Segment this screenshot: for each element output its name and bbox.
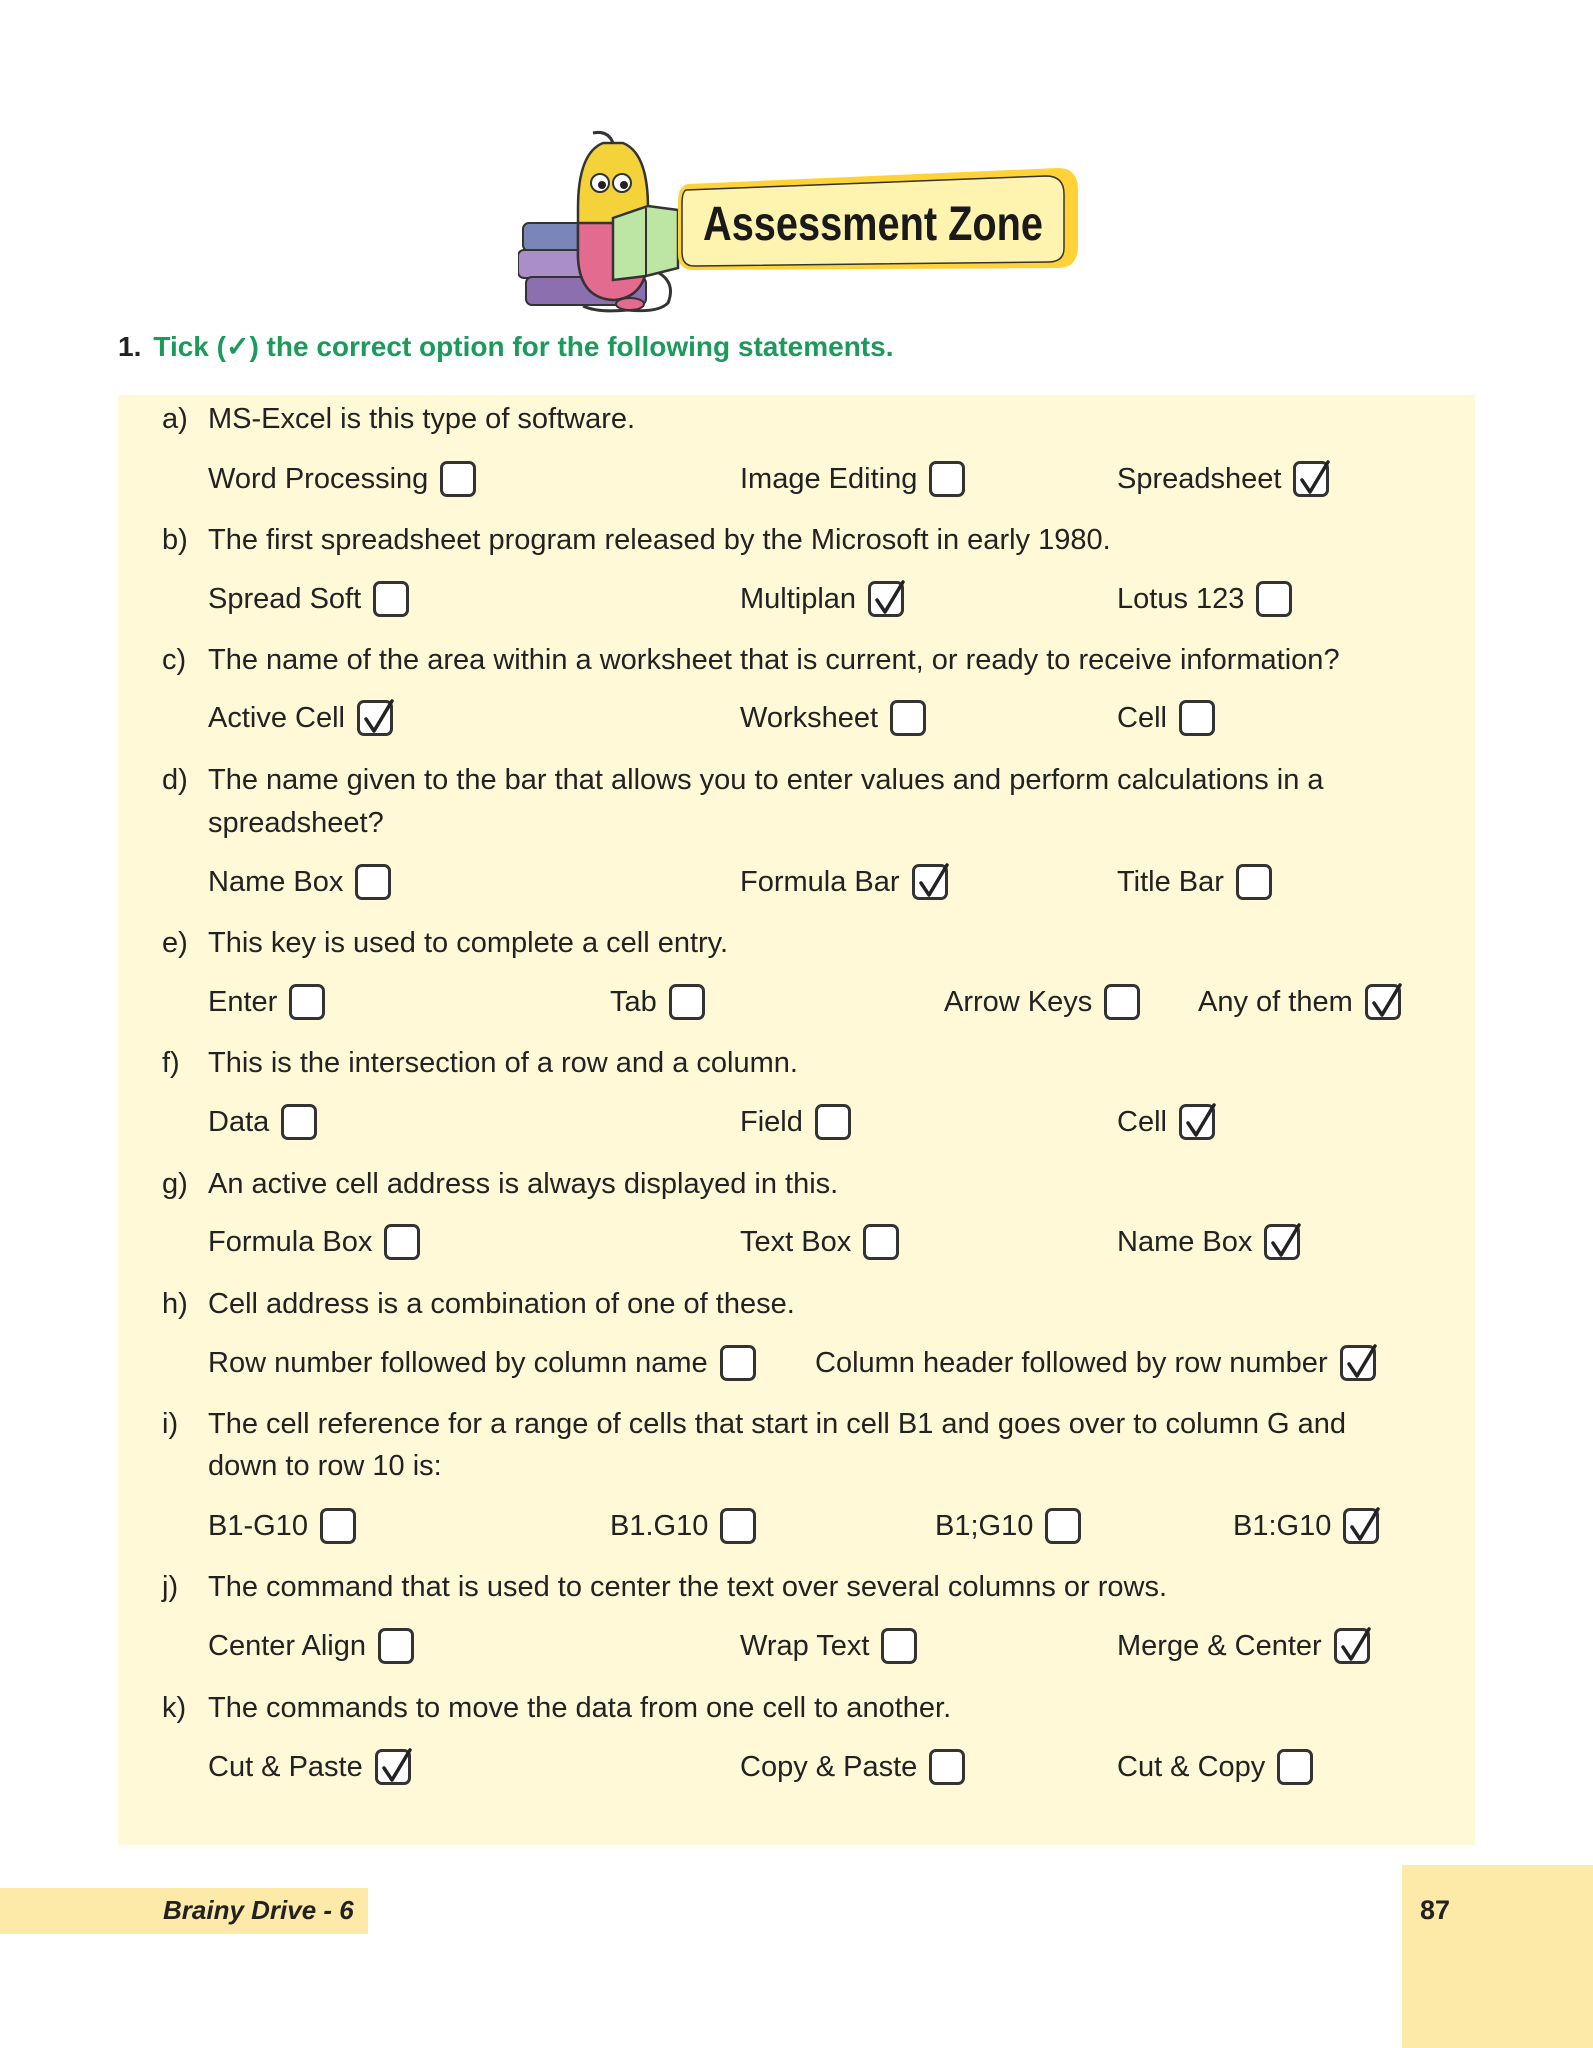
tick-mark-icon — [1265, 1221, 1305, 1265]
checkbox[interactable] — [1256, 581, 1292, 617]
tick-mark-icon — [1335, 1625, 1375, 1669]
option-label: Cell — [1117, 1106, 1167, 1138]
option-label: Text Box — [740, 1226, 852, 1258]
option[interactable] — [1117, 1749, 1313, 1785]
checkbox[interactable] — [929, 461, 965, 497]
option[interactable] — [208, 461, 476, 497]
question-text: Cell address is a combination of one of these. — [208, 1288, 795, 1320]
assessment-zone-banner — [518, 128, 1078, 318]
option-label: Formula Box — [208, 1226, 373, 1258]
option[interactable] — [208, 984, 325, 1020]
option[interactable] — [208, 1345, 756, 1381]
question-text: This is the intersection of a row and a column. — [208, 1047, 798, 1079]
option-label: Title Bar — [1117, 866, 1224, 898]
option-label: Arrow Keys — [944, 986, 1093, 1018]
mascot-reading-icon — [518, 128, 1078, 318]
question-number: 1. — [118, 331, 142, 362]
option-label: Spreadsheet — [1117, 463, 1282, 495]
option[interactable] — [208, 700, 393, 736]
footer-book-tab — [0, 1888, 368, 1934]
checkbox[interactable] — [355, 864, 391, 900]
option[interactable] — [208, 1104, 317, 1140]
question-text: The command that is used to center the text over several columns or rows. — [208, 1571, 1168, 1603]
option-label: Row number followed by column name — [208, 1347, 708, 1379]
option[interactable] — [1117, 1628, 1370, 1664]
checkbox[interactable] — [669, 984, 705, 1020]
book-title: Brainy Drive - 6 — [163, 1895, 354, 1925]
option[interactable] — [208, 864, 391, 900]
option-label: Active Cell — [208, 702, 345, 734]
checkbox[interactable] — [1104, 984, 1140, 1020]
option[interactable] — [610, 1508, 756, 1544]
question-label: h) — [162, 1288, 188, 1320]
checkbox-checked[interactable] — [1365, 984, 1401, 1020]
option-label: Data — [208, 1106, 270, 1138]
option[interactable] — [935, 1508, 1081, 1544]
page-number: 87 — [1420, 1895, 1451, 1925]
option-label: Wrap Text — [740, 1630, 870, 1662]
question-label: g) — [162, 1168, 188, 1200]
checkbox-checked[interactable] — [1179, 1104, 1215, 1140]
checkbox-checked[interactable] — [1264, 1224, 1300, 1260]
option-label: Cell — [1117, 702, 1167, 734]
checkbox-checked[interactable] — [868, 581, 904, 617]
question-text: MS-Excel is this type of software. — [208, 403, 636, 435]
option[interactable] — [740, 1104, 851, 1140]
question-label: a) — [162, 403, 188, 435]
checkbox[interactable] — [373, 581, 409, 617]
option-label: Column header followed by row number — [815, 1347, 1328, 1379]
option[interactable] — [208, 581, 409, 617]
option[interactable] — [1117, 581, 1292, 617]
tick-mark-icon — [1366, 981, 1406, 1025]
tick-mark-icon — [913, 861, 953, 905]
question-text-continued: spreadsheet? — [208, 807, 384, 839]
instruction-pre: Tick ( — [153, 331, 226, 362]
option-label: Any of them — [1198, 986, 1353, 1018]
option[interactable] — [208, 1224, 420, 1260]
option-label: Center Align — [208, 1630, 366, 1662]
option-label: Cut & Paste — [208, 1751, 363, 1783]
question-text: An active cell address is always displayed in this. — [208, 1168, 839, 1200]
tick-symbol: ✓ — [225, 331, 250, 362]
option[interactable] — [1198, 984, 1401, 1020]
option-label: Worksheet — [740, 702, 879, 734]
option[interactable] — [740, 1628, 917, 1664]
question-text: The cell reference for a range of cells that start in cell B1 and goes over to column G and — [208, 1408, 1347, 1440]
question-label: e) — [162, 927, 188, 959]
option-label: B1.G10 — [610, 1510, 709, 1542]
question-label: k) — [162, 1692, 187, 1724]
tick-mark-icon — [1294, 458, 1334, 502]
checkbox[interactable] — [1045, 1508, 1081, 1544]
option-label: Formula Bar — [740, 866, 900, 898]
option-label: Lotus 123 — [1117, 583, 1245, 615]
footer-page-tab — [1402, 1865, 1593, 2048]
option[interactable] — [740, 1224, 899, 1260]
question-heading — [118, 330, 893, 363]
checkbox[interactable] — [1236, 864, 1272, 900]
option-label: Enter — [208, 986, 278, 1018]
question-text: The commands to move the data from one cell to another. — [208, 1692, 952, 1724]
option-label: B1-G10 — [208, 1510, 308, 1542]
question-text: This key is used to complete a cell entry. — [208, 927, 729, 959]
option[interactable] — [1117, 1104, 1215, 1140]
option[interactable] — [610, 984, 705, 1020]
option[interactable] — [740, 864, 948, 900]
tick-mark-icon — [1344, 1505, 1384, 1549]
tick-mark-icon — [376, 1746, 416, 1790]
checkbox-checked[interactable] — [375, 1749, 411, 1785]
option-label: Tab — [610, 986, 657, 1018]
option-label: Spread Soft — [208, 583, 362, 615]
option[interactable] — [740, 1749, 965, 1785]
checkbox[interactable] — [281, 1104, 317, 1140]
tick-mark-icon — [358, 697, 398, 741]
option-label: Name Box — [208, 866, 344, 898]
option[interactable] — [1117, 700, 1215, 736]
option[interactable] — [208, 1628, 414, 1664]
question-label: i) — [162, 1408, 179, 1440]
option[interactable] — [1233, 1508, 1379, 1544]
checkbox-checked[interactable] — [1343, 1508, 1379, 1544]
instruction-post: ) the correct option for the following statements. — [249, 331, 894, 362]
option-label: Image Editing — [740, 463, 918, 495]
checkbox[interactable] — [289, 984, 325, 1020]
banner-title: Assessment Zone — [703, 198, 1043, 251]
checkbox-checked[interactable] — [1334, 1628, 1370, 1664]
option[interactable] — [1117, 1224, 1300, 1260]
checkbox[interactable] — [815, 1104, 851, 1140]
checkbox[interactable] — [320, 1508, 356, 1544]
tick-mark-icon — [869, 578, 909, 622]
question-text: The name given to the bar that allows you to enter values and perform calculations in a — [208, 764, 1324, 796]
question-text: The first spreadsheet program released by the Microsoft in early 1980. — [208, 524, 1111, 556]
option-label: Cut & Copy — [1117, 1751, 1266, 1783]
question-text: The name of the area within a worksheet that is current, or ready to receive information? — [208, 644, 1340, 676]
option-label: B1;G10 — [935, 1510, 1034, 1542]
option[interactable] — [740, 581, 904, 617]
checkbox-checked[interactable] — [357, 700, 393, 736]
option-label: Multiplan — [740, 583, 857, 615]
option[interactable] — [208, 1508, 356, 1544]
checkbox[interactable] — [929, 1749, 965, 1785]
checkbox[interactable] — [890, 700, 926, 736]
checkbox-checked[interactable] — [1340, 1345, 1376, 1381]
checkbox[interactable] — [378, 1628, 414, 1664]
option-label: Copy & Paste — [740, 1751, 918, 1783]
checkbox[interactable] — [440, 461, 476, 497]
option[interactable] — [208, 1749, 411, 1785]
tick-mark-icon — [1180, 1101, 1220, 1145]
option[interactable] — [740, 461, 965, 497]
checkbox[interactable] — [1179, 700, 1215, 736]
option[interactable] — [815, 1345, 1376, 1381]
option-label: Word Processing — [208, 463, 429, 495]
checkbox[interactable] — [384, 1224, 420, 1260]
tick-mark-icon — [1341, 1342, 1381, 1386]
question-label: b) — [162, 524, 188, 556]
question-label: f) — [162, 1047, 180, 1079]
option-label: Name Box — [1117, 1226, 1253, 1258]
option-label: B1:G10 — [1233, 1510, 1332, 1542]
checkbox[interactable] — [881, 1628, 917, 1664]
checkbox[interactable] — [720, 1508, 756, 1544]
checkbox[interactable] — [1277, 1749, 1313, 1785]
question-label: c) — [162, 644, 187, 676]
checkbox[interactable] — [863, 1224, 899, 1260]
question-label: j) — [162, 1571, 179, 1603]
option-label: Merge & Center — [1117, 1630, 1322, 1662]
question-text-continued: down to row 10 is: — [208, 1450, 442, 1482]
option[interactable] — [1117, 461, 1329, 497]
option[interactable] — [740, 700, 926, 736]
question-label: d) — [162, 764, 188, 796]
option-label: Field — [740, 1106, 803, 1138]
checkbox-checked[interactable] — [912, 864, 948, 900]
option[interactable] — [944, 984, 1140, 1020]
option[interactable] — [1117, 864, 1272, 900]
checkbox[interactable] — [720, 1345, 756, 1381]
checkbox-checked[interactable] — [1293, 461, 1329, 497]
